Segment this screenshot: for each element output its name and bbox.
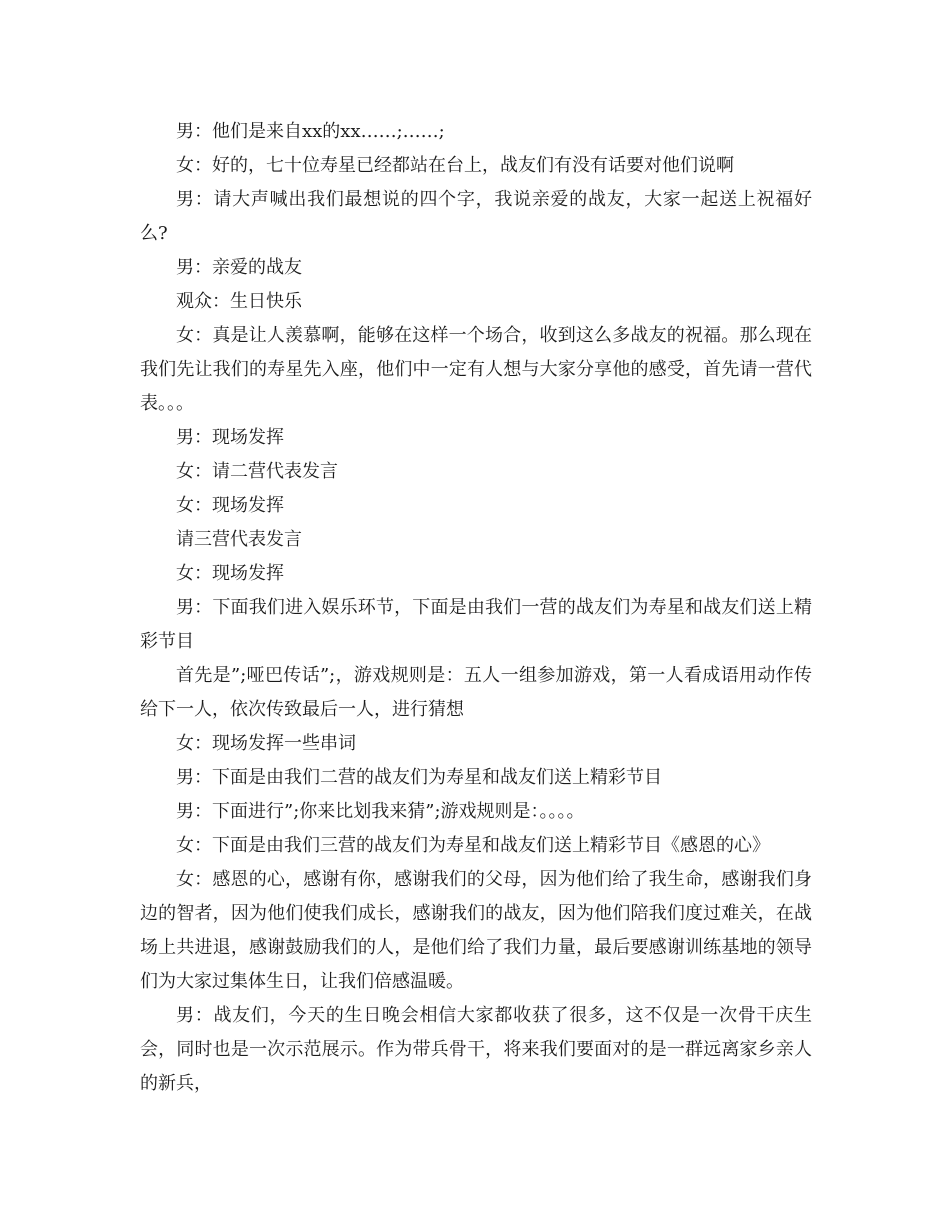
paragraph: 男：他们是来自xx的xx……;……; [176, 121, 445, 142]
paragraph: 男：下面我们进入娱乐环节，下面是由我们一营的战友们为寿星和战友们送上精彩节目 [140, 597, 812, 652]
paragraph: 女：感恩的心，感谢有你，感谢我们的父母，因为他们给了我生命，感谢我们身边的智者，因为他们使我们成长，感谢我们的战友，因为他们陪我们度过难关，在战场上共进退，感谢鼓励我们的人，是他们给了我们力量，最后要感谢训练基地的领导们为大家过集体生日，让我们倍感温暖。 [140, 869, 812, 992]
paragraph: 首先是”;哑巴传话”;，游戏规则是：五人一组参加游戏，第一人看成语用动作传给下一人，依次传致最后一人，进行猜想 [140, 665, 812, 720]
paragraph: 女：现场发挥 [176, 495, 284, 516]
paragraph: 男：亲爱的战友 [176, 257, 302, 278]
paragraph: 女：真是让人羡慕啊，能够在这样一个场合，收到这么多战友的祝福。那么现在我们先让我们的寿星先入座，他们中一定有人想与大家分享他的感受，首先请一营代表。。。 [140, 325, 812, 414]
paragraph: 女：好的，七十位寿星已经都站在台上，战友们有没有话要对他们说啊 [176, 155, 734, 176]
paragraph: 女：下面是由我们三营的战友们为寿星和战友们送上精彩节目《感恩的心》 [176, 835, 770, 856]
paragraph: 观众：生日快乐 [176, 291, 302, 312]
paragraph: 请三营代表发言 [176, 529, 302, 550]
paragraph: 男：下面进行”;你来比划我来猜”;游戏规则是：。。。。 [176, 801, 585, 822]
paragraph: 男：请大声喊出我们最想说的四个字，我说亲爱的战友，大家一起送上祝福好么? [140, 189, 812, 244]
paragraph: 男：下面是由我们二营的战友们为寿星和战友们送上精彩节目 [176, 767, 662, 788]
paragraph: 女：现场发挥 [176, 563, 284, 584]
paragraph: 男：现场发挥 [176, 427, 284, 448]
paragraph: 男：战友们，今天的生日晚会相信大家都收获了很多，这不仅是一次骨干庆生会，同时也是一次示范展示。作为带兵骨干，将来我们要面对的是一群远离家乡亲人的新兵， [140, 1005, 812, 1094]
paragraph: 女：现场发挥一些串词 [176, 733, 356, 754]
document-body [140, 115, 812, 1101]
paragraph: 女：请二营代表发言 [176, 461, 338, 482]
